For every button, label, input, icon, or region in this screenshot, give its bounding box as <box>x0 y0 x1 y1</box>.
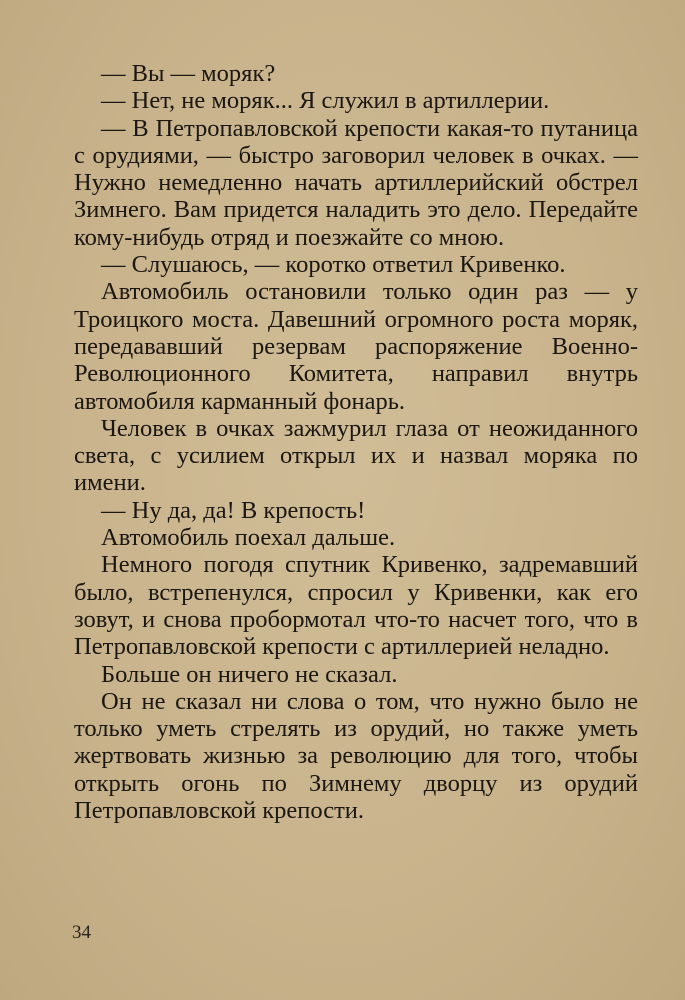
paragraph-10: Больше он ничего не сказал. <box>101 660 398 688</box>
paragraph-3: — В Петропавловской крепости какая-то путаница с орудиями, — быстро заговорил человек в очках. — Нужно немедленно начать артиллерийский обстрел Зимнего. Вам придется наладить это дело. Передайте кому-нибудь отряд и поезжайте со мною. <box>74 114 638 251</box>
paragraph-7: — Ну да, да! В крепость! <box>101 496 366 524</box>
body-text <box>74 60 638 824</box>
paragraph-1: — Вы — моряк? <box>101 60 276 87</box>
paragraph-9: Немного погодя спутник Кривенко, задремавший было, встрепенулся, спросил у Кривенки, как его зовут, и снова пробормотал что-то насчет того, что в Петропавловской крепости с артиллерией неладно. <box>74 551 638 661</box>
paragraph-2: — Нет, не моряк... Я служил в артиллерии. <box>101 87 550 115</box>
paragraph-5: Автомобиль остановили только один раз — у Троицкого моста. Давешний огромного роста моряк, передававший резервам распоряжение Военно-Революционного Комитета, направил внутрь автомобиля карманный фонарь. <box>74 278 638 415</box>
page-number: 34 <box>72 922 91 943</box>
paragraph-11: Он не сказал ни слова о том, что нужно было не только уметь стрелять из орудий, но также уметь жертвовать жизнью за революцию для того, чтобы открыть огонь по Зимнему дворцу из орудий Петропавловской крепости. <box>74 687 638 825</box>
paragraph-6: Человек в очках зажмурил глаза от неожиданного света, с усилием открыл их и назвал моряка по имени. <box>74 414 638 497</box>
paragraph-8: Автомобиль поехал дальше. <box>101 524 396 552</box>
paragraph-4: — Слушаюсь, — коротко ответил Кривенко. <box>101 251 566 279</box>
